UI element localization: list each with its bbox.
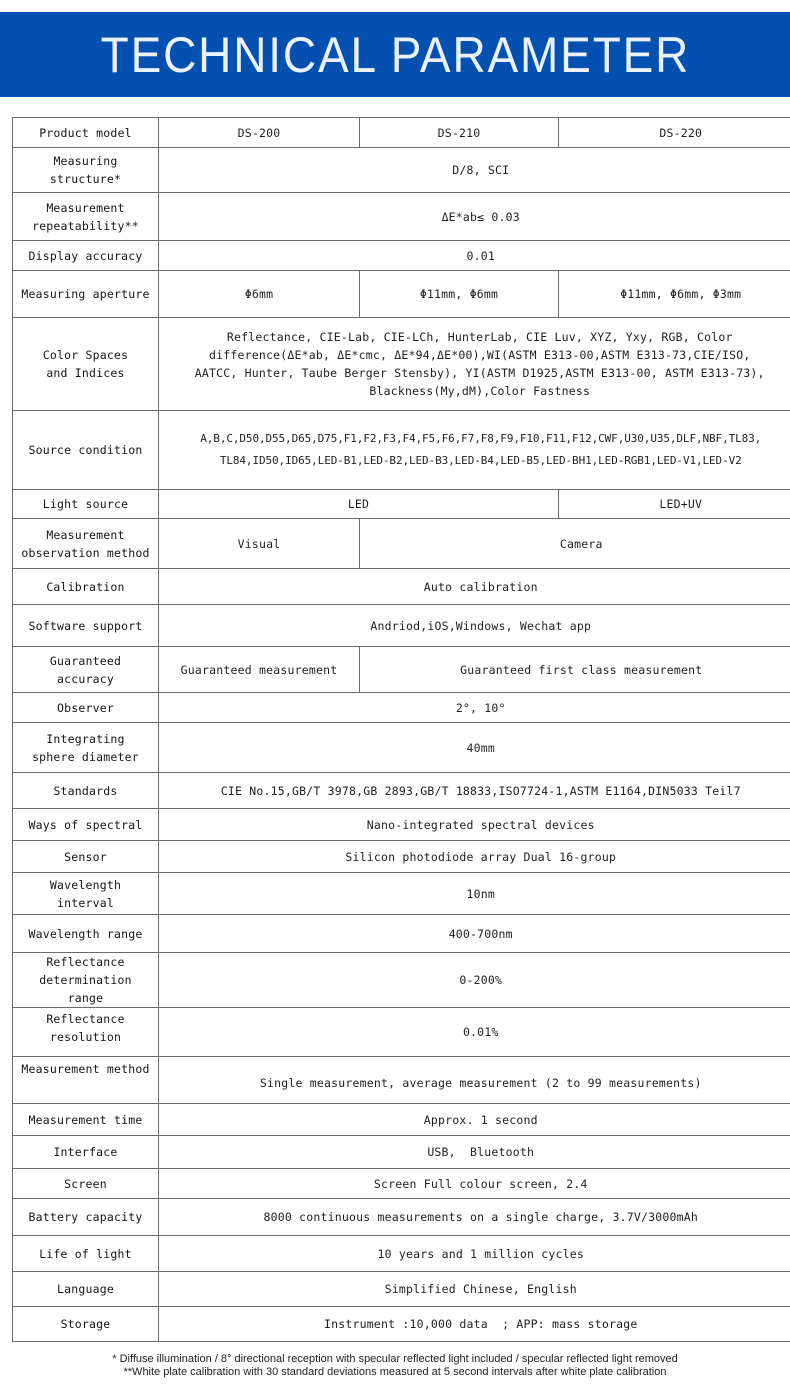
table-row <box>13 647 790 693</box>
model-ds210: DS-210 <box>360 118 559 148</box>
row-label: Storage <box>13 1307 159 1342</box>
row-value: Auto calibration <box>159 569 790 605</box>
row-label: Screen <box>13 1169 159 1199</box>
table-row <box>13 1136 790 1169</box>
row-label: Interface <box>13 1136 159 1169</box>
row-value: 8000 continuous measurements on a single charge, 3.7V/3000mAh <box>159 1199 790 1236</box>
row-label: Wavelength range <box>13 915 159 953</box>
row-label: Sensor <box>13 841 159 873</box>
row-value: 0-200% <box>159 953 790 1008</box>
table-row <box>13 411 790 490</box>
row-value: A,B,C,D50,D55,D65,D75,F1,F2,F3,F4,F5,F6,F7,F8,F9,F10,F11,F12,CWF,U30,U35,DLF,NBF,TL83, TL84,ID50,ID65,LED-B1,LED-B2,LED-B3,LED-B4,LED-B5,LED-BH1,LED-RGB1,LED-V1,LED-V2 <box>159 411 790 490</box>
row-value: D/8, SCI <box>159 148 790 193</box>
row-value: Reflectance, CIE-Lab, CIE-LCh, HunterLab, CIE Luv, XYZ, Yxy, RGB, Color difference(ΔE*ab, ΔE*cmc, ΔE*94,ΔE*00),WI(ASTM E313-00,ASTM E313-73,CIE/ISO, AATCC, Hunter, Taube Berger Stensby), YI(ASTM D1925,ASTM E313-00, ASTM E313-73), Blackness(My,dM),Color Fastness <box>159 318 790 411</box>
table-row <box>13 1199 790 1236</box>
row-value: 400-700nm <box>159 915 790 953</box>
row-value: Single measurement, average measurement (2 to 99 measurements) <box>159 1057 790 1104</box>
title-banner <box>0 12 790 97</box>
table-row <box>13 318 790 411</box>
row-value: USB, Bluetooth <box>159 1136 790 1169</box>
row-label: Battery capacity <box>13 1199 159 1236</box>
guaranteed-ds210-ds220: Guaranteed first class measurement <box>360 647 790 693</box>
table-row <box>13 773 790 809</box>
row-value: 40mm <box>159 723 790 773</box>
row-label: Observer <box>13 693 159 723</box>
guaranteed-ds200: Guaranteed measurement <box>159 647 360 693</box>
footnote-diffuse-illumination: * Diffuse illumination / 8° directional reception with specular reflected light included / specular reflected light removed <box>112 1353 678 1365</box>
aperture-ds210: Φ11mm, Φ6mm <box>360 271 559 318</box>
row-label: Software support <box>13 605 159 647</box>
row-label: Calibration <box>13 569 159 605</box>
row-label: Light source <box>13 490 159 519</box>
table-row <box>13 1236 790 1272</box>
row-label: Integrating sphere diameter <box>13 723 159 773</box>
model-ds200: DS-200 <box>159 118 360 148</box>
footnotes <box>0 1353 790 1379</box>
row-label: Measurement time <box>13 1104 159 1136</box>
table-row <box>13 271 790 318</box>
row-label: Product model <box>13 118 159 148</box>
row-label: Language <box>13 1272 159 1307</box>
spec-table <box>12 117 790 1342</box>
row-value: Screen Full colour screen, 2.4 <box>159 1169 790 1199</box>
table-row <box>13 693 790 723</box>
table-row <box>13 605 790 647</box>
row-label: Measurement method <box>13 1057 159 1104</box>
row-label: Reflectance resolution <box>13 1008 159 1057</box>
table-row <box>13 1307 790 1342</box>
table-row <box>13 569 790 605</box>
table-row <box>13 148 790 193</box>
row-value: 10nm <box>159 873 790 915</box>
row-value: Andriod,iOS,Windows, Wechat app <box>159 605 790 647</box>
row-value: 0.01 <box>159 241 790 271</box>
row-value: CIE No.15,GB/T 3978,GB 2893,GB/T 18833,ISO7724-1,ASTM E1164,DIN5033 Teil7 <box>159 773 790 809</box>
row-label: Measuring structure* <box>13 148 159 193</box>
table-row <box>13 1272 790 1307</box>
table-row <box>13 1104 790 1136</box>
row-value: Silicon photodiode array Dual 16-group <box>159 841 790 873</box>
table-row <box>13 723 790 773</box>
table-row <box>13 241 790 271</box>
row-value: 0.01% <box>159 1008 790 1057</box>
row-value: 10 years and 1 million cycles <box>159 1236 790 1272</box>
table-row <box>13 519 790 569</box>
table-row <box>13 953 790 1008</box>
light-source-ds200-ds210: LED <box>159 490 559 519</box>
observation-ds200: Visual <box>159 519 360 569</box>
row-value: 2°, 10° <box>159 693 790 723</box>
row-label: Display accuracy <box>13 241 159 271</box>
table-row <box>13 1169 790 1199</box>
table-row <box>13 1057 790 1104</box>
row-label: Life of light <box>13 1236 159 1272</box>
row-label: Standards <box>13 773 159 809</box>
row-label: Source condition <box>13 411 159 490</box>
row-label: Reflectance determination range <box>13 953 159 1008</box>
table-row <box>13 193 790 241</box>
row-label: Measuring aperture <box>13 271 159 318</box>
row-label: Ways of spectral <box>13 809 159 841</box>
row-value: Instrument :10,000 data ; APP: mass storage <box>159 1307 790 1342</box>
row-value: Nano-integrated spectral devices <box>159 809 790 841</box>
table-row-product-model <box>13 118 790 148</box>
row-value: ΔE*ab≤ 0.03 <box>159 193 790 241</box>
light-source-ds220: LED+UV <box>559 490 790 519</box>
aperture-ds200: Φ6mm <box>159 271 360 318</box>
table-row <box>13 915 790 953</box>
table-row <box>13 841 790 873</box>
table-row <box>13 490 790 519</box>
model-ds220: DS-220 <box>559 118 790 148</box>
row-value: Approx. 1 second <box>159 1104 790 1136</box>
row-label: Color Spaces and Indices <box>13 318 159 411</box>
observation-ds210-ds220: Camera <box>360 519 790 569</box>
row-label: Guaranteed accuracy <box>13 647 159 693</box>
table-row <box>13 1008 790 1057</box>
row-label: Wavelength interval <box>13 873 159 915</box>
table-row <box>13 809 790 841</box>
row-label: Measurement observation method <box>13 519 159 569</box>
row-label: Measurement repeatability** <box>13 193 159 241</box>
row-value: Simplified Chinese, English <box>159 1272 790 1307</box>
page-title: TECHNICAL PARAMETER <box>100 26 690 83</box>
aperture-ds220: Φ11mm, Φ6mm, Φ3mm <box>559 271 790 318</box>
table-row <box>13 873 790 915</box>
footnote-white-plate-calibration: **White plate calibration with 30 standard deviations measured at 5 second intervals after white plate calibration <box>123 1366 667 1378</box>
